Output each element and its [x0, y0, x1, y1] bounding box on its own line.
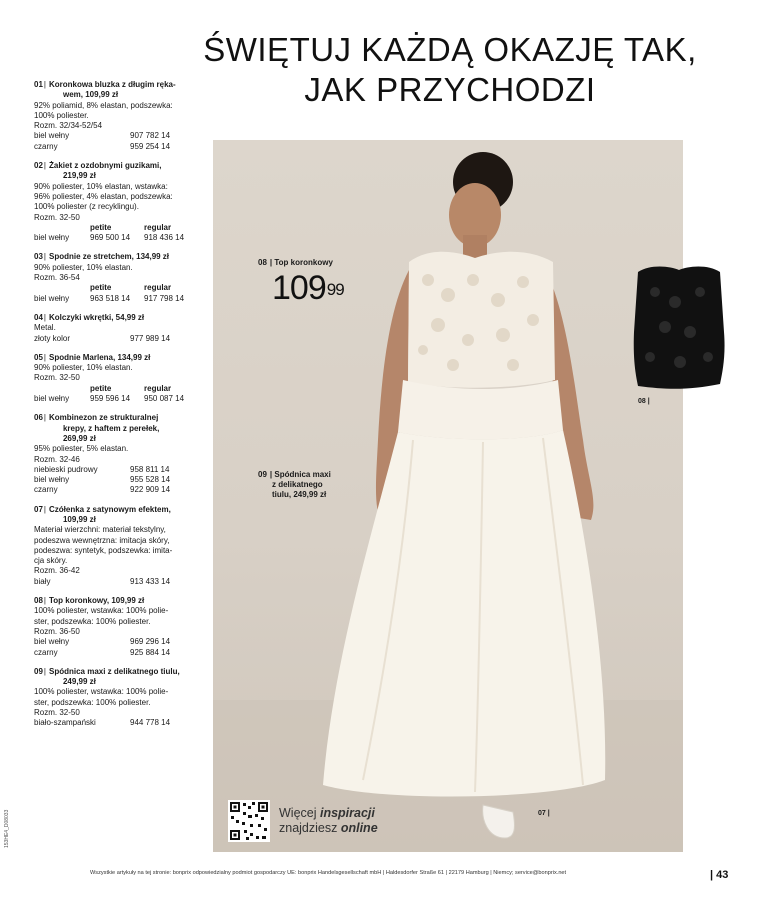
product-description: ster, podszewka: 100% poliester. — [34, 697, 151, 707]
product-title: 06 | Kombinezon ze strukturalnej krepy, z haftem z perełek, 269,99 zł — [34, 413, 202, 444]
variant-row: biel wełny 969 296 14 — [34, 637, 171, 647]
variant-row: biel wełny 969 500 14 918 436 14 — [34, 233, 185, 243]
size-header: petite regular — [90, 222, 172, 232]
product-description: 100% poliester, wstawka: 100% polie- — [34, 606, 169, 616]
product-description: cja skóry. — [34, 556, 68, 566]
product-description: 92% poliamid, 8% elastan, podszewka: — [34, 100, 173, 110]
price: $109^{99}$ — [272, 269, 344, 307]
product-list — [34, 80, 202, 738]
product-title: 07 | Czółenka z satynowym efektem, 109,99 zł — [34, 505, 202, 526]
variant-row: biały 913 433 14 — [34, 576, 171, 586]
variant-row: niebieski pudrowy 958 811 14 — [34, 464, 170, 474]
product-description: Metal. — [34, 323, 56, 333]
product-description: 95% poliester, 5% elastan. — [34, 444, 129, 454]
product-title: 02 | Żakiet z ozdobnymi guzikami, 219,99 zł — [34, 161, 202, 182]
headline-line-2: JAK PRZYCHODZI — [304, 71, 596, 108]
product-item — [34, 667, 202, 729]
product-description: Rozm. 36-42 — [34, 566, 80, 576]
product-item — [34, 313, 202, 344]
headline-line-1: ŚWIĘTUJ KAŻDĄ OKAZJĘ TAK, — [203, 31, 697, 68]
product-description: 96% poliester, 4% elastan, podszewka: — [34, 191, 173, 201]
product-item — [34, 161, 202, 243]
product-item — [34, 596, 202, 658]
product-description: Rozm. 32-46 — [34, 454, 80, 464]
product-description: Rozm. 32-50 — [34, 708, 80, 718]
product-item — [34, 353, 202, 404]
product-description: 100% poliester (z recyklingu). — [34, 202, 139, 212]
product-description: 90% poliester, 10% elastan. — [34, 363, 133, 373]
product-title: 08 | Top koronkowy, 109,99 zł — [34, 596, 202, 606]
product-title: 01 | Koronkowa bluzka z długim ręka- wem, 109,99 zł — [34, 80, 202, 101]
variant-row: biel wełny 907 782 14 — [34, 131, 171, 141]
product-description: ster, podszewka: 100% poliester. — [34, 616, 151, 626]
product-description: Rozm. 36-54 — [34, 273, 80, 283]
variant-row: czarny 925 884 14 — [34, 647, 171, 657]
product-description: Rozm. 36-50 — [34, 626, 80, 636]
callout-top: 08 | Top koronkowy — [258, 258, 333, 267]
size-header: petite regular — [90, 283, 172, 293]
product-description: podeszwa wewnętrzna: imitacja skóry, — [34, 535, 170, 545]
product-description: Rozm. 32-50 — [34, 212, 80, 222]
variant-row: biel wełny 963 518 14 917 798 14 — [34, 293, 185, 303]
variant-row: biel wełny 959 596 14 950 087 14 — [34, 394, 185, 404]
product-description: Rozm. 32-50 — [34, 373, 80, 383]
page-number: | 43 — [710, 869, 729, 881]
product-description: 100% poliester, wstawka: 100% polie- — [34, 687, 169, 697]
variant-row: biało-szampański 944 778 14 — [34, 718, 171, 728]
product-item — [34, 252, 202, 303]
variant-row: czarny 922 909 14 — [34, 485, 171, 495]
tag-08: 08 | — [638, 398, 650, 405]
black-lace-top-image — [630, 262, 728, 390]
product-description: podeszwa: syntetyk, podszewka: imita- — [34, 545, 173, 555]
footer-text: Wszystkie artykuły na tej stronie: bonprix odpowiedzialny podmiot gospodarczy UE: bonprix Handelsgesellschaft mbH | Haldesdorfer Straße 61 | 22179 Hamburg | Niemcy; service@bonprix.net — [90, 870, 567, 876]
qr-code[interactable] — [228, 800, 270, 842]
product-title: 05 | Spodnie Marlena, 134,99 zł — [34, 353, 202, 363]
product-title: 09 | Spódnica maxi z delikatnego tiulu, 249,99 zł — [34, 667, 202, 688]
callout-skirt: 09 | Spódnica maxi z delikatnego tiulu, 249,99 zł — [258, 470, 331, 499]
tag-07: 07 | — [538, 810, 550, 817]
product-item — [34, 505, 202, 587]
product-title: 03 | Spodnie ze stretchem, 134,99 zł — [34, 252, 202, 262]
product-description: 90% poliester, 10% elastan. — [34, 262, 133, 272]
product-description: 100% poliester. — [34, 110, 89, 120]
variant-row: biel wełny 955 528 14 — [34, 475, 171, 485]
product-description: Rozm. 32/34-52/54 — [34, 121, 103, 131]
product-title: 04 | Kolczyki wkrętki, 54,99 zł — [34, 313, 202, 323]
size-header: petite regular — [90, 383, 172, 393]
variant-row: złoty kolor 977 989 14 — [34, 333, 171, 343]
headline — [200, 30, 700, 110]
product-item — [34, 80, 202, 152]
product-description: Materiał wierzchni: materiał tekstylny, — [34, 525, 166, 535]
product-description: 90% poliester, 10% elastan, wstawka: — [34, 181, 168, 191]
variant-row: czarny 959 254 14 — [34, 141, 171, 151]
product-item — [34, 413, 202, 495]
more-inspirations[interactable]: Więcej inspiracji znajdziesz online — [279, 806, 378, 835]
side-code: 153HE4_D08033 — [4, 809, 10, 848]
